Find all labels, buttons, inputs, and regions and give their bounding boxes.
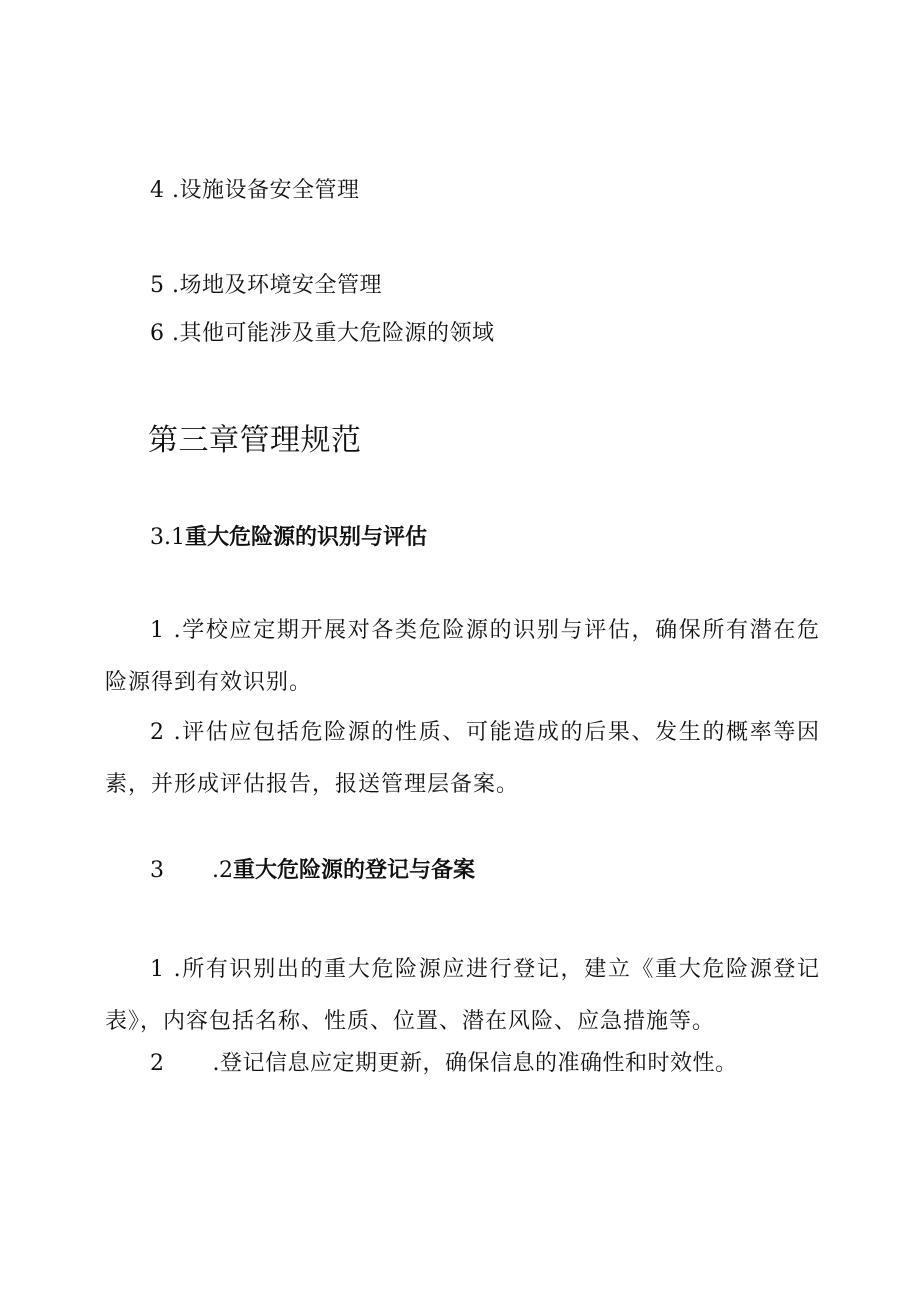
section-title: 重大危险源的登记与备案: [233, 858, 476, 883]
scope-item-text: .场地及环境安全管理: [172, 273, 382, 298]
section-title: 重大危险源的识别与评估: [185, 525, 428, 550]
scope-item-4: [150, 176, 360, 206]
item-number: 2: [150, 1051, 165, 1076]
scope-item-text: .设施设备安全管理: [172, 178, 360, 203]
paragraph-update: [150, 1049, 738, 1079]
section-heading-3-1: [150, 523, 427, 553]
scope-item-5: [150, 271, 382, 301]
scope-item-text: .其他可能涉及重大危险源的领域: [172, 321, 495, 346]
section-number-a: 3: [150, 858, 164, 883]
scope-item-number: 5: [150, 273, 165, 298]
scope-item-6: [150, 319, 495, 349]
paragraph-assessment: 2 .评估应包括危险源的性质、可能造成的后果、发生的概率等因素，并形成评估报告，报送管理层备案。: [105, 720, 820, 797]
section-heading-3-2: [150, 856, 475, 886]
item-text: .登记信息应定期更新，确保信息的准确性和时效性。: [212, 1051, 738, 1076]
section-number-b: .2: [212, 858, 233, 883]
scope-item-number: 6: [150, 321, 165, 346]
paragraph-identification: 1 .学校应定期开展对各类危险源的识别与评估，确保所有潜在危险源得到有效识别。: [105, 618, 820, 695]
section-number: 3.1: [150, 525, 185, 550]
chapter-title: 第三章管理规范: [148, 423, 362, 458]
scope-item-number: 4: [150, 178, 165, 203]
paragraph-registration: 1 .所有识别出的重大危险源应进行登记，建立《重大危险源登记表》，内容包括名称、性质、位置、潜在风险、应急措施等。: [105, 957, 820, 1034]
